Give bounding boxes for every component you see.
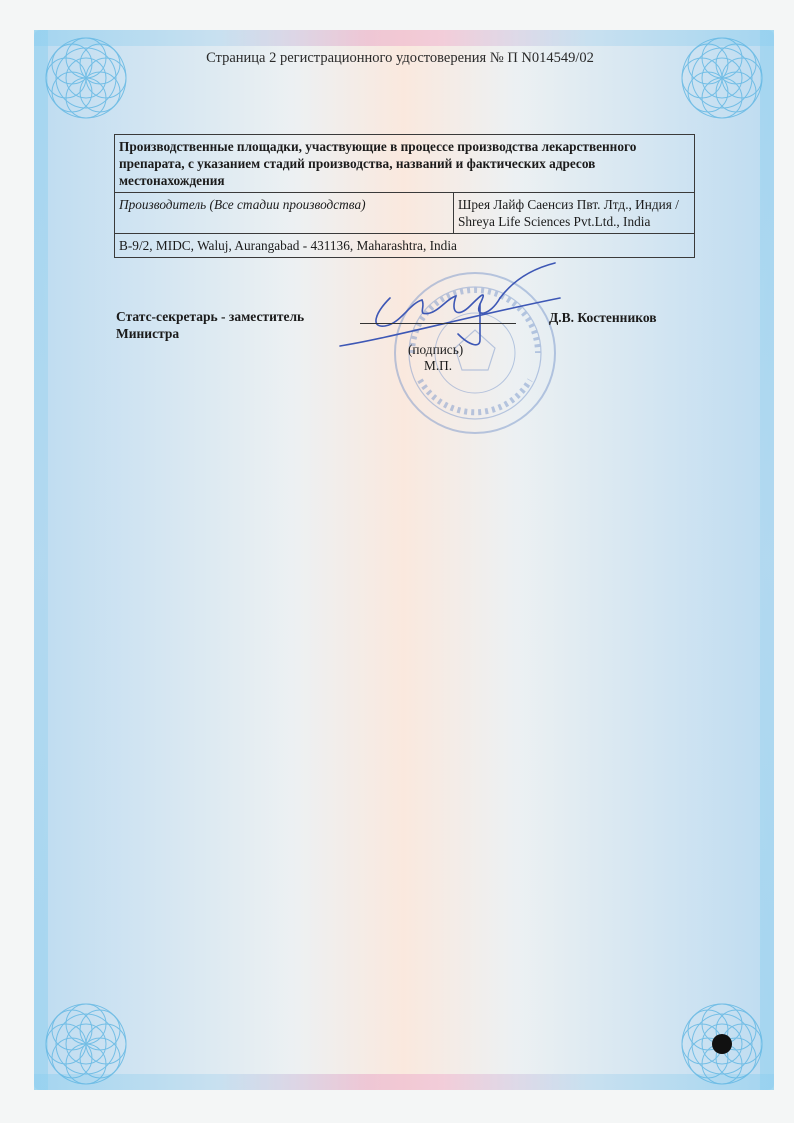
signer-title: Статс-секретарь - заместитель Министра	[116, 309, 305, 341]
corner-rosette-icon	[36, 28, 136, 128]
stamp-place-mark: М.П.	[424, 358, 453, 373]
corner-rosette-icon	[672, 28, 772, 128]
frame-border-left	[34, 30, 48, 1090]
table-caption: Производственные площадки, участвующие в процессе производства лекарственного препарата, с указанием стадий производства, названий и фактических адресов местонахождения	[115, 135, 695, 193]
production-sites-table	[114, 134, 695, 258]
table-row	[115, 193, 695, 234]
frame-border-bottom	[34, 1074, 774, 1090]
signature-caption: (подпись)	[408, 342, 464, 357]
signature-line	[360, 323, 516, 324]
page-header: Страница 2 регистрационного удостоверения № П N014549/02	[206, 50, 594, 66]
manufacturer-address: B-9/2, MIDC, Waluj, Aurangabad - 431136, Maharashtra, India	[115, 234, 695, 258]
signer-name: Д.В. Костенников	[549, 310, 657, 325]
corner-rosette-icon	[36, 994, 136, 1094]
frame-border-right	[760, 30, 774, 1090]
manufacturer-role: Производитель (Все стадии производства)	[115, 193, 454, 234]
manufacturer-company: Шрея Лайф Саенсиз Пвт. Лтд., Индия / Shreya Life Sciences Pvt.Ltd., India	[454, 193, 695, 234]
punch-hole	[712, 1034, 732, 1054]
frame-border-top	[34, 30, 774, 46]
table-row	[115, 234, 695, 258]
